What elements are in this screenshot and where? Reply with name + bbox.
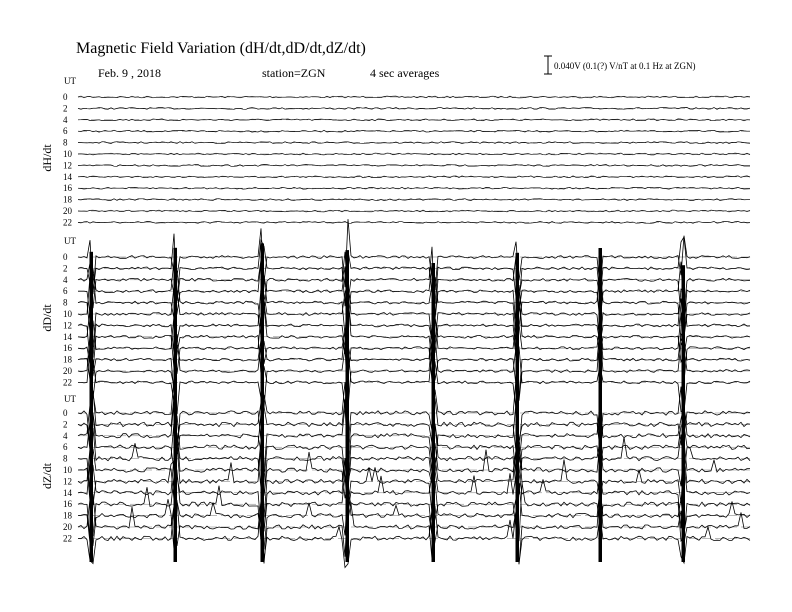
trace-line (78, 176, 750, 178)
scale-bar (544, 56, 552, 74)
trace-label: 22 (63, 217, 72, 228)
trace-label: 4 (63, 114, 68, 125)
trace-label: 0 (63, 408, 68, 418)
spike-burst (261, 400, 265, 562)
panel-dd-dt (40, 219, 752, 414)
trace-label: 12 (63, 476, 72, 487)
trace-label: 4 (63, 274, 68, 285)
ut-label: UT (64, 236, 76, 246)
trace-label: 4 (63, 430, 68, 441)
trace-line (78, 119, 750, 121)
trace-line (78, 96, 750, 98)
trace-line (78, 130, 750, 132)
spike-burst (432, 263, 436, 400)
trace-label: 16 (63, 499, 72, 510)
trace-label: 20 (63, 366, 72, 376)
chart-title: Magnetic Field Variation (dH/dt,dD/dt,dZ/dt) (76, 40, 366, 57)
spike-burst (599, 248, 603, 400)
station-label: station=ZGN (262, 66, 326, 80)
trace-line (78, 199, 750, 201)
trace-line (78, 142, 750, 144)
trace-line (78, 187, 750, 189)
trace-label: 10 (63, 149, 72, 159)
trace-label: 10 (63, 309, 72, 319)
trace-label: 16 (63, 183, 72, 194)
ylabel-dd-dt: dD/dt (40, 304, 54, 332)
trace-line (78, 108, 750, 110)
ylabel-dh-dt: dH/dt (40, 144, 54, 172)
trace-label: 6 (63, 126, 68, 137)
trace-label: 14 (63, 171, 72, 182)
trace-label: 6 (63, 442, 68, 453)
trace-label: 22 (63, 377, 72, 388)
spike-burst (516, 253, 520, 400)
trace-label: 2 (63, 419, 68, 430)
spike-burst (516, 400, 520, 562)
date-label: Feb. 9 , 2018 (98, 66, 161, 80)
spike-burst (174, 400, 178, 562)
trace-line (78, 222, 750, 224)
spike-burst (432, 400, 436, 562)
trace-label: 0 (63, 252, 68, 262)
trace-label: 6 (63, 286, 68, 297)
scale-note: 0.040V (0.1(?) V/nT at 0.1 Hz at ZGN) (554, 61, 696, 71)
panel-dh-dt (40, 76, 752, 227)
trace-label: 22 (63, 533, 72, 544)
trace-label: 20 (63, 206, 72, 216)
trace-label: 8 (63, 453, 68, 464)
trace-label: 2 (63, 103, 68, 114)
spike-burst (90, 252, 94, 400)
trace-line (78, 300, 750, 375)
trace-label: 16 (63, 343, 72, 354)
spike-burst (599, 400, 603, 562)
spike-burst (90, 400, 94, 562)
trace-label: 2 (63, 263, 68, 274)
trace-label: 18 (63, 194, 72, 205)
trace-line (78, 165, 750, 167)
trace-label: 10 (63, 465, 72, 475)
spike-burst (346, 250, 350, 400)
trace-label: 20 (63, 522, 72, 532)
trace-label: 18 (63, 354, 72, 365)
trace-label: 0 (63, 92, 68, 102)
spike-burst (261, 243, 265, 400)
trace-line (78, 153, 750, 155)
trace-line (78, 234, 750, 307)
spike-burst (682, 265, 686, 400)
trace-label: 8 (63, 137, 68, 148)
trace-line (78, 492, 750, 564)
trace-line (78, 210, 750, 212)
trace-label: 12 (63, 160, 72, 171)
ylabel-dz-dt: dZ/dt (40, 463, 54, 489)
trace-label: 14 (63, 487, 72, 498)
trace-label: 18 (63, 510, 72, 521)
trace-line (78, 313, 750, 383)
ut-label: UT (64, 394, 76, 404)
panel-dz-dt (40, 377, 752, 567)
trace-label: 8 (63, 297, 68, 308)
spike-burst (346, 400, 350, 562)
spike-burst (682, 400, 686, 562)
averaging-label: 4 sec averages (370, 66, 440, 80)
trace-label: 12 (63, 320, 72, 331)
trace-label: 14 (63, 331, 72, 342)
ut-label: UT (64, 76, 76, 86)
